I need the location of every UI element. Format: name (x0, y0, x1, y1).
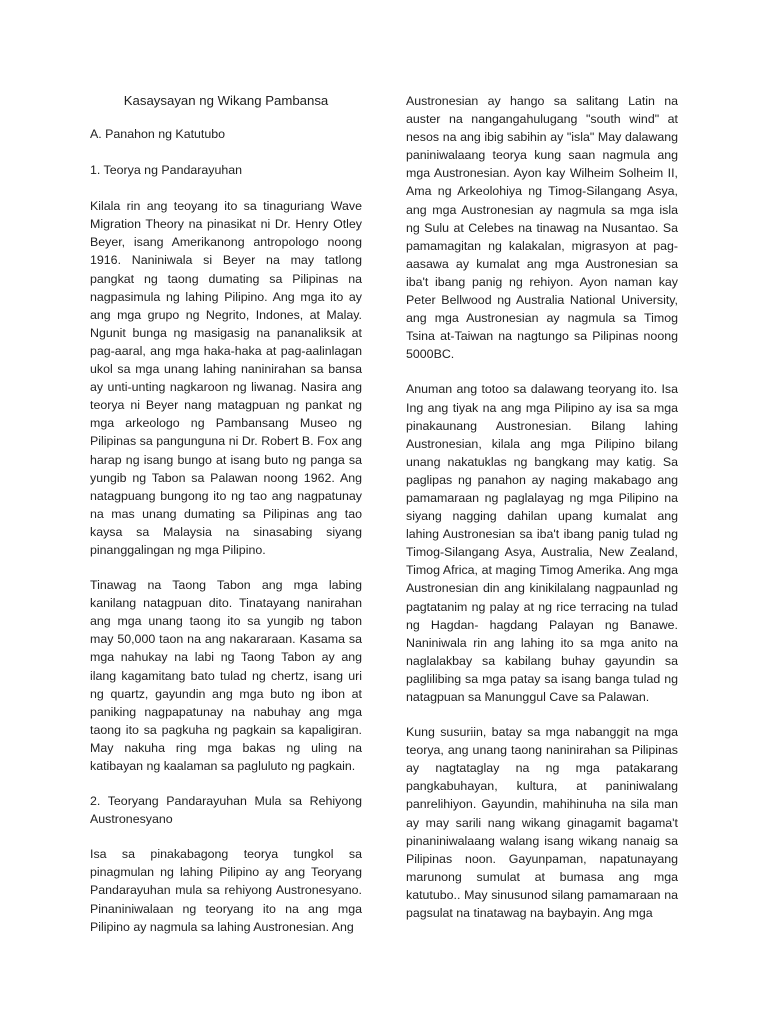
paragraph-wave-migration: Kilala rin ang teoyang ito sa tinaguriang Wave Migration Theory na pinasikat ni Dr. Henry Otley Beyer, isang Amerikanong antropologo noong 1916. Naniniwala si Beyer na may tatlong pangkat ng taong dumating sa Pilipinas na nagpasimula ng lahing Pilipino. Ang mga ito ay ang mga grupo ng Negrito, Indones, at Malay. Ngunit bunga ng masigasig na pananaliksik at pag-aaral, ang mga haka-haka at pag-aalinlagan ukol sa mga unang lahing naninirahan sa bansa ay unti-unting nagkaroon ng liwanag. Nasira ang teorya ni Beyer nang matagpuan ng pankat ng mga arkeologo ng Pambansang Museo ng Pilipinas sa pangunguna ni Dr. Robert B. Fox ang harap ng isang bungo at isang buto ng panga sa yungib ng Tabon sa Palawan noong 1962. Ang natagpuang bungong ito ng tao ang nagpatunay na mas unang dumating sa Pilipinas ang tao kaysa sa Malaysia na sinasabing siyang pinanggalingan ng mga Pilipino. (90, 199, 362, 557)
subsection-heading-1: 1. Teorya ng Pandarayuhan (90, 163, 243, 178)
paragraph-conclusion: Kung susuriin, batay sa mga nabanggit na mga teorya, ang unang taong naninirahan sa Pilipinas ay nagtataglay na ng mga patakarang pangkabuhayan, kultura, at paniniwalang panrelihiyon. Gayundin, mahihinuha na sila man ay may sarili nang wikang ginagamit bagama't pinaniniwalaang walang isang wikang nanaig sa Pilipinas noon. Gayunpaman, napatunayang marunong sumulat at bumasa ang mga katutubo.. May sinusunod silang pamamaraan na pagsulat na tinatawag na baybayin. Ang mga (406, 725, 678, 921)
section-heading-a: A. Panahon ng Katutubo (90, 127, 226, 141)
paragraph-austronesyano-intro: Isa sa pinakabagong teorya tungkol sa pinagmulan ng lahing Pilipino ay ang Teoryang Pandarayuhan mula sa rehiyong Austronesyano. Pinaniniwalaan ng teoryang ito na ang mga Pilipino ay nagmula sa lahing Austronesian. Ang (90, 847, 362, 934)
left-column (90, 92, 362, 936)
right-column (406, 92, 678, 922)
paragraph-austronesian-culture: Anuman ang totoo sa dalawang teoryang ito. Isa Ing ang tiyak na ang mga Pilipino ay isa sa mga pinakaunang Austronesian. Bilang lahing Austronesian, kilala ang mga Pilipino bilang unang nakatuklas ng bangkang may katig. Sa paglipas ng panahon ay naging makabago ang pamamaraan ng paglalayag ng mga Pilipino na siyang nagging dahilan upang kumalat ang lahing Austronesian sa iba't ibang panig tulad ng Timog-Silangang Asya, Australia, New Zealand, Timog Africa, at maging Timog Amerika. Ang mga Austronesian din ang kinikilalang nagpaunlad ng pagtatanim ng palay at ng rice terracing na tulad ng Hagdan- hagdang Palayan ng Banawe. Naniniwala rin ang lahing ito sa mga anito na naglalakbay sa kabilang buhay gayundin sa paglilibing sa mga patay sa isang banga tulad ng natagpuan sa Manunggul Cave sa Palawan. (406, 382, 678, 704)
paragraph-austronesian-origin: Austronesian ay hango sa salitang Latin na auster na nangangahulugang "south wind" at nesos na ang ibig sabihin ay "isla" May dalawang paniniwalaang teorya kung saan nagmula ang mga Austronesian. Ayon kay Wilheim Solheim II, Ama ng Arkeolohiya ng Timog-Silangang Asya, ang mga Austronesian ay nagmula sa mga isla ng Sulu at Celebes na tinawag na Nusantao. Sa pamamagitan ng kalakalan, migrasyon at pag-aasawa ay kumalat ang mga Austronesian sa iba't ibang panig ng rehiyon. Ayon naman kay Peter Bellwood ng Australia National University, ang mga Austronesian ay nagmula sa Timog Tsina at-Taiwan na nagtungo sa Pilipinas noong 5000BC. (406, 94, 678, 362)
document-title: Kasaysayan ng Wikang Pambansa (123, 93, 329, 108)
paragraph-taong-tabon: Tinawag na Taong Tabon ang mga labing kanilang natagpuan dito. Tinatayang nanirahan ang mga unang taong ito sa yungib ng tabon may 50,000 taon na ang nakararaan. Kasama sa mga nahukay na labi ng Taong Tabon ay ang ilang kagamitang bato tulad ng chertz, isang uri ng quartz, gayundin ang mga buto ng ibon at paniking nagpapatunay na nabuhay ang mga taong ito sa pagkuha ng pagkain sa kapaligiran. May nakuha ring mga bakas ng uling na katibayan ng kaalaman sa pagluluto ng pagkain. (90, 578, 362, 773)
subsection-heading-2: 2. Teoryang Pandarayuhan Mula sa Rehiyong Austronesyano (90, 794, 362, 827)
